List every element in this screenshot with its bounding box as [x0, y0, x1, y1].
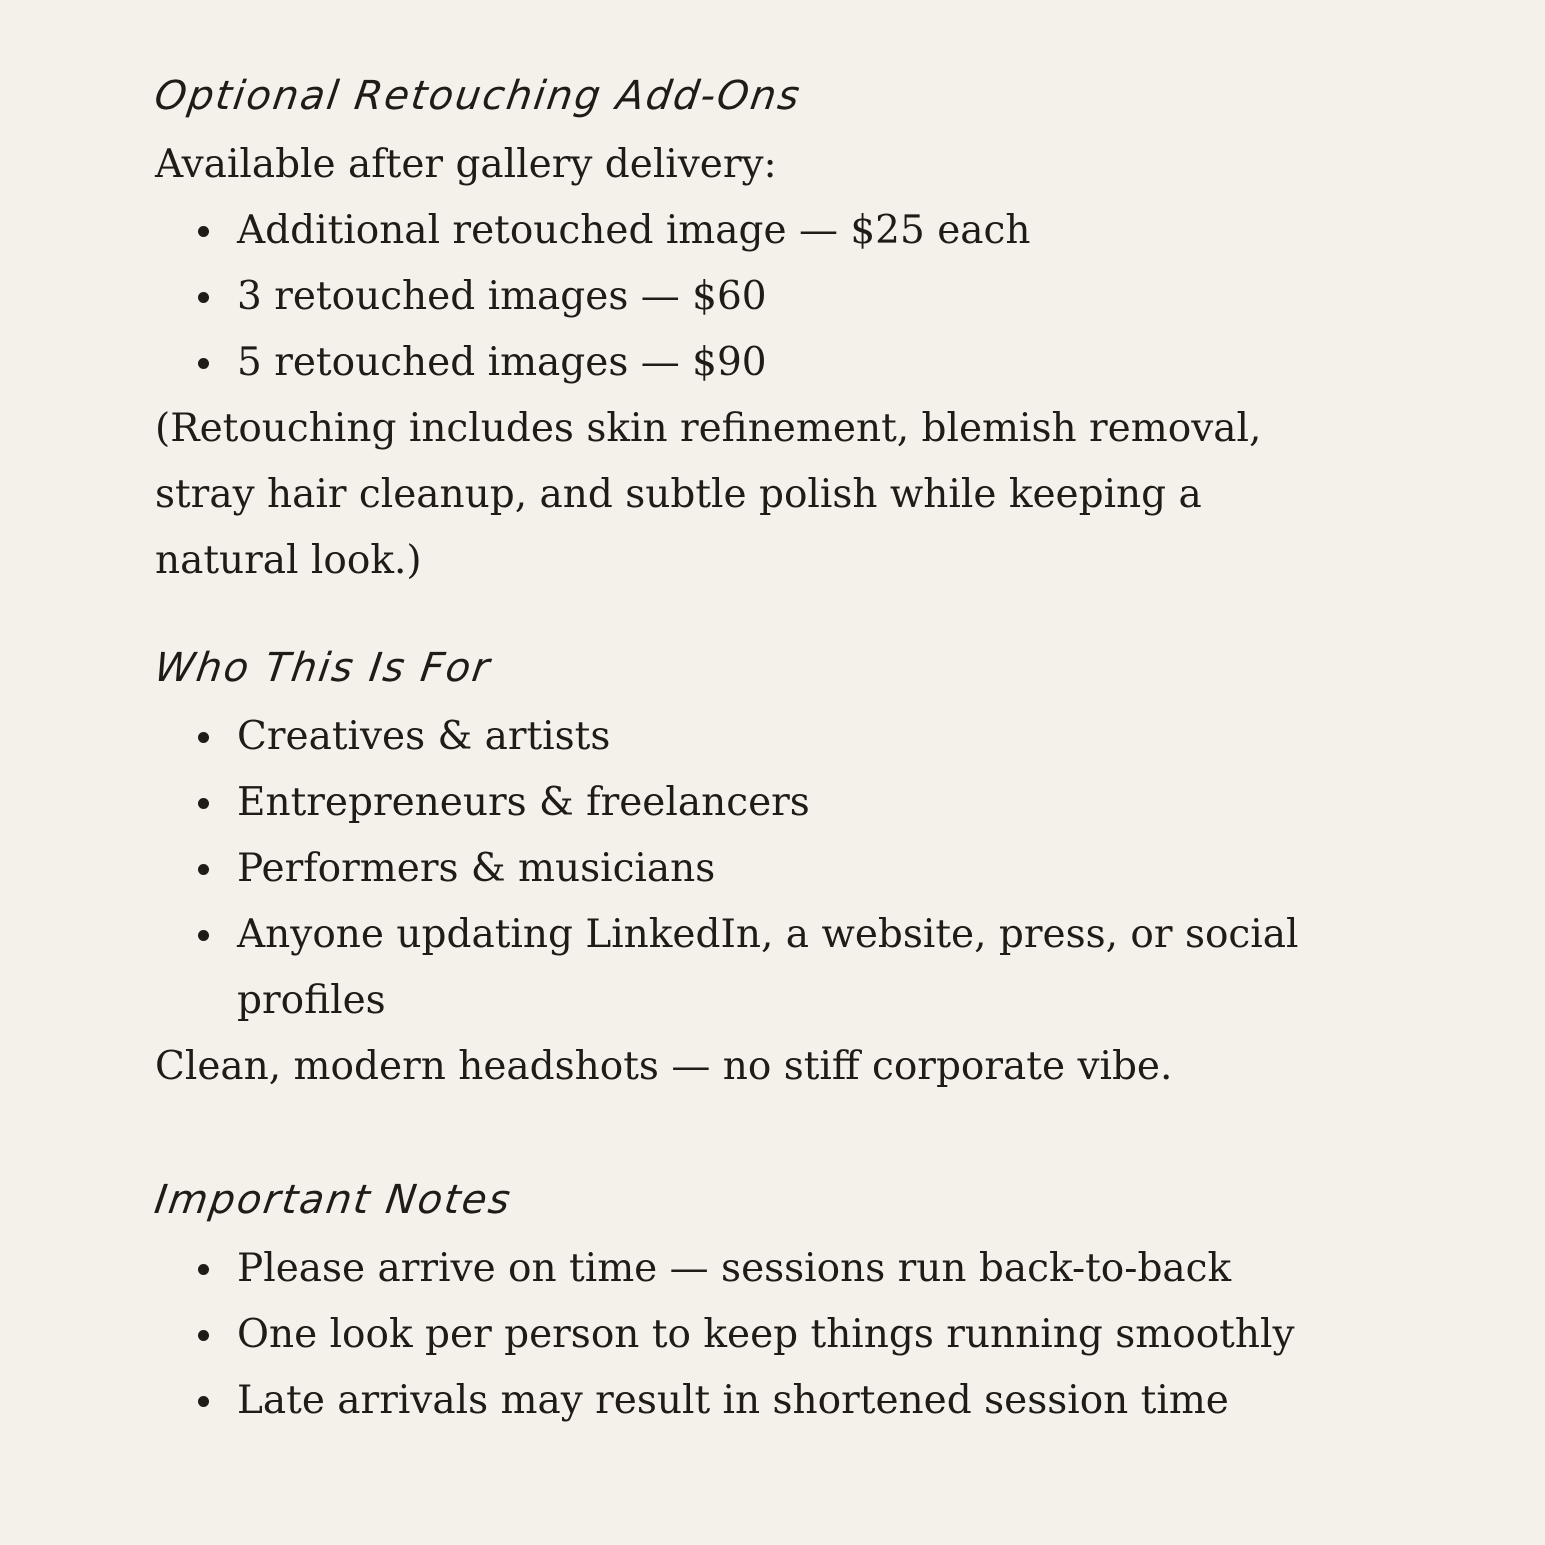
bullet-icon: [193, 330, 213, 396]
list-item: [237, 1302, 1305, 1368]
audience-list: [155, 704, 1305, 1034]
list-item: [237, 198, 1305, 264]
list-item: [237, 704, 1305, 770]
list-item-text: 3 retouched images — $60: [237, 274, 767, 319]
list-item: [237, 836, 1305, 902]
retouching-section: [151, 60, 1305, 594]
list-item: [237, 902, 1305, 1034]
bullet-icon: [193, 1236, 213, 1302]
bullet-icon: [193, 1368, 213, 1434]
list-item-text: One look per person to keep things running smoothly: [237, 1312, 1295, 1357]
content-column: [151, 60, 1305, 1434]
bullet-icon: [193, 704, 213, 770]
bullet-icon: [193, 770, 213, 836]
list-item-text: Please arrive on time — sessions run back-to-back: [237, 1246, 1232, 1291]
list-item-text: Entrepreneurs & freelancers: [237, 780, 810, 825]
audience-heading: Who This Is For: [151, 645, 495, 691]
list-item-text: Creatives & artists: [237, 714, 611, 759]
list-item: [237, 264, 1305, 330]
list-item: [237, 1368, 1305, 1434]
list-item: [237, 330, 1305, 396]
list-item-text: Additional retouched image — $25 each: [237, 208, 1031, 253]
bullet-icon: [193, 836, 213, 902]
notes-section: [151, 1164, 1305, 1434]
retouching-note: (Retouching includes skin refinement, blemish removal, stray hair cleanup, and subtle polish while keeping a natural look.): [155, 406, 1262, 583]
notes-heading: Important Notes: [151, 1177, 515, 1223]
bullet-icon: [193, 1302, 213, 1368]
bullet-icon: [193, 264, 213, 330]
retouching-intro: Available after gallery delivery:: [155, 142, 777, 187]
list-item-text: Late arrivals may result in shortened session time: [237, 1378, 1229, 1423]
audience-tagline: Clean, modern headshots — no stiff corporate vibe.: [155, 1044, 1173, 1089]
list-item: [237, 770, 1305, 836]
bullet-icon: [193, 198, 213, 264]
list-item: [237, 1236, 1305, 1302]
audience-section: [151, 632, 1305, 1100]
list-item-text: 5 retouched images — $90: [237, 340, 767, 385]
retouching-list: [155, 198, 1305, 396]
list-item-text: Performers & musicians: [237, 846, 716, 891]
bullet-icon: [193, 902, 213, 968]
list-item-text: Anyone updating LinkedIn, a website, press, or social profiles: [237, 912, 1299, 1023]
notes-list: [155, 1236, 1305, 1434]
retouching-heading: Optional Retouching Add-Ons: [151, 73, 805, 119]
